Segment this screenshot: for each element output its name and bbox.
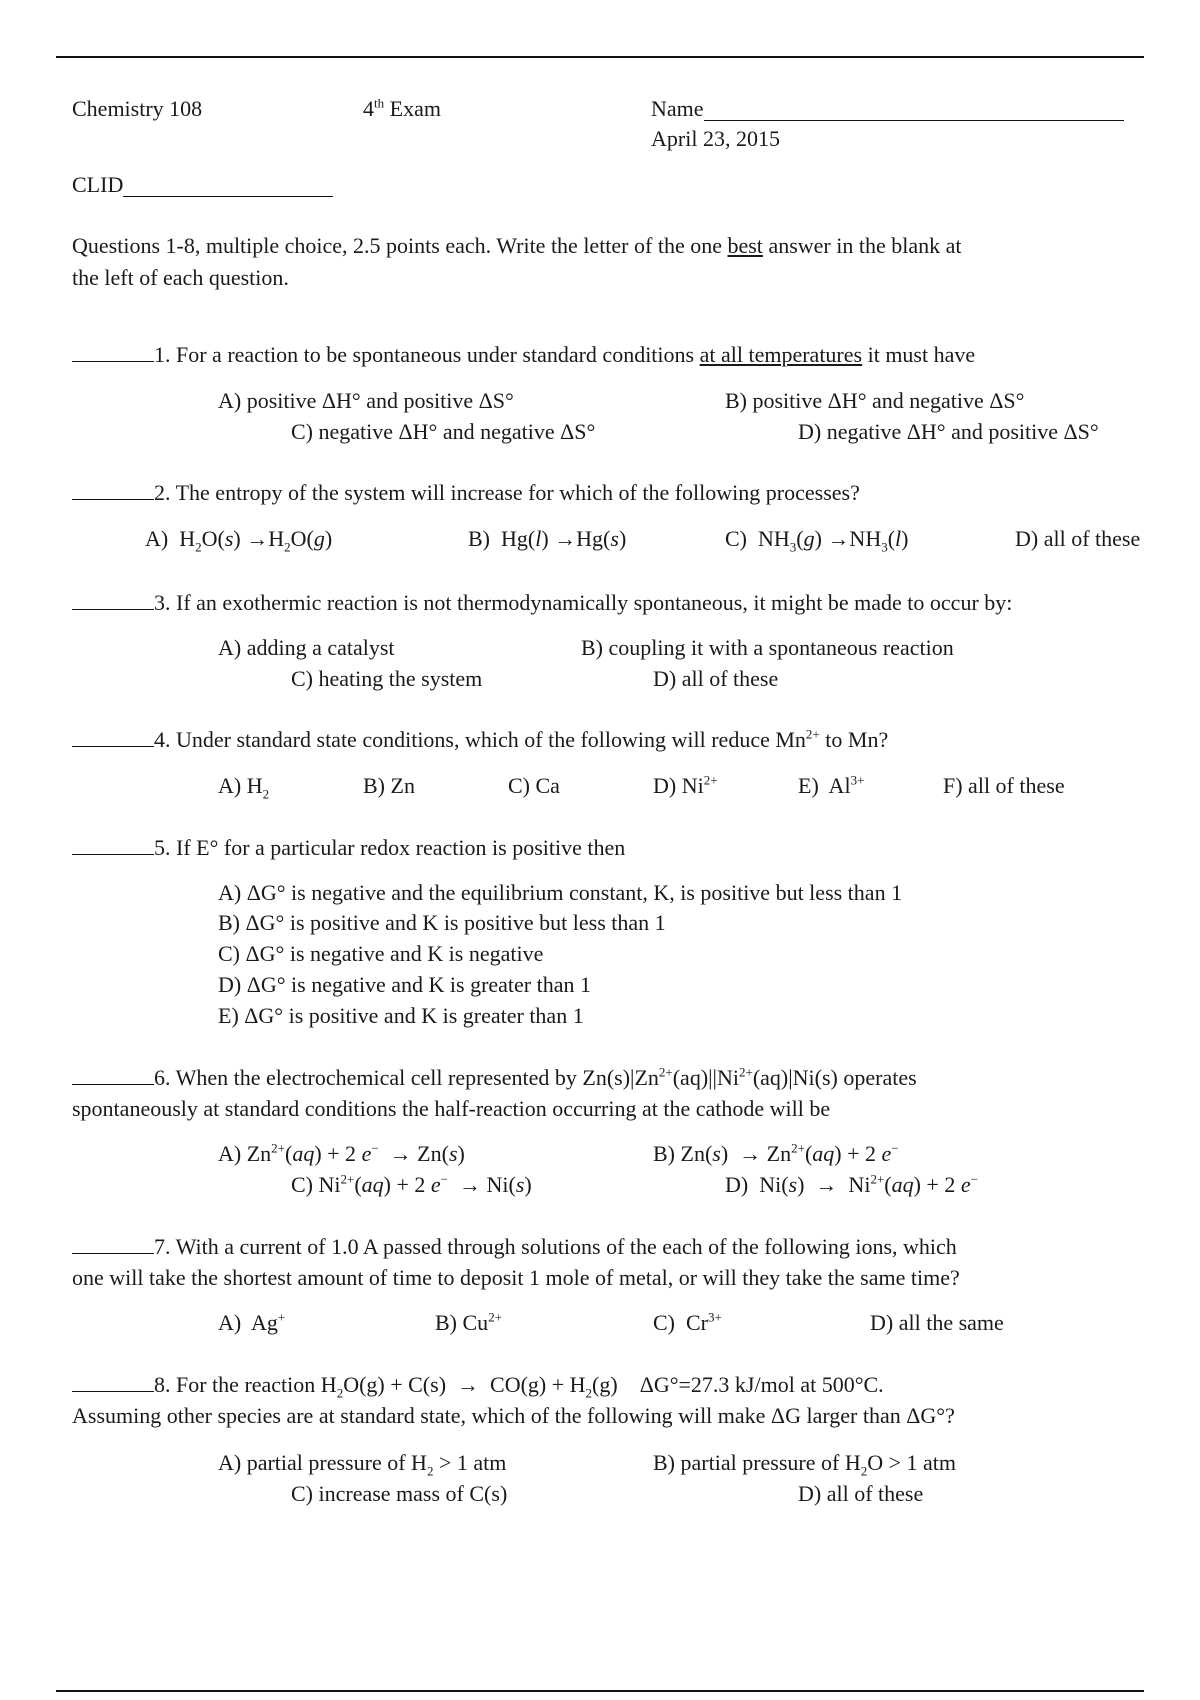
stem-text: 4. Under standard state conditions, which of the following will reduce Mn [154, 727, 806, 752]
q8-option-d: D) all of these [798, 1481, 924, 1506]
question-6-stem: 6. When the electrochemical cell represented by $Zn(s)|Zn^{2+}(aq)||Ni^{2+}(aq)|Ni(s)$ operates [72, 1067, 917, 1089]
q1-option-d: D) negative ΔH° and positive ΔS° [798, 419, 1099, 444]
q6-option-b: B) $Zn(s) \to Zn^{2+}(aq) + 2$ e− [653, 1140, 899, 1166]
q4-option-e: E) $Al^{3+}$ [798, 772, 865, 798]
q5-option-b: B) ΔG° is positive and K is positive but less than 1 [218, 910, 666, 935]
question-4-stem [72, 726, 889, 752]
q7-option-b: B) $Cu^{2+}$ [435, 1309, 503, 1335]
q7-option-a: A) Ag+ [218, 1309, 286, 1335]
q3-option-a: A) adding a catalyst [218, 635, 395, 660]
stem-superscript: 2+ [805, 726, 820, 742]
bottom-rule [56, 1690, 1144, 1692]
question-5-stem [72, 837, 625, 859]
exam-date: April 23, 2015 [651, 126, 780, 151]
clid-label: CLID [72, 172, 124, 197]
exam-number: 4 [363, 96, 374, 121]
q4-option-d: D) $Ni^{2+}$ [653, 772, 718, 798]
stem-text: 8. For the reaction [154, 1372, 321, 1397]
answer-blank-6[interactable] [72, 1084, 154, 1085]
stem-text: 6. When the electrochemical cell represented by Zn(s)|Zn [154, 1065, 659, 1090]
stem-text: 5. If E° for a particular redox reaction is positive then [154, 835, 626, 860]
question-7-stem [72, 1236, 957, 1258]
stem-emphasis: at all temperatures [699, 342, 863, 367]
answer-blank-1[interactable] [72, 361, 154, 362]
q8-option-a: A) partial pressure of $H_2 > 1$ atm [218, 1450, 507, 1479]
q4-option-f: F) all of these [943, 773, 1065, 798]
answer-blank-4[interactable] [72, 746, 154, 747]
q5-option-e: E) ΔG° is positive and K is greater than 1 [218, 1003, 584, 1028]
stem-text: 2. The entropy of the system will increase for which of the following processes? [154, 480, 860, 505]
exam-title [363, 95, 441, 121]
instructions-text: answer in the blank at [762, 233, 962, 258]
stem-text: ΔG°=27.3 kJ/mol at 500°C. [639, 1372, 884, 1397]
question-1-stem [72, 344, 975, 366]
q6-option-a: A) $Zn^{2+}(aq) + 2$ e− → Zn(s) [218, 1140, 465, 1166]
q2-option-a: A) $H_2O(s) \to H_2O(g)$ [145, 526, 333, 555]
q7-option-d: D) all the same [870, 1310, 1004, 1335]
q2-option-b: B) Hg(l) →Hg(s) [468, 526, 627, 551]
q1-option-b: B) positive ΔH° and negative ΔS° [725, 388, 1025, 413]
question-3-stem [72, 592, 1012, 614]
q1-option-c: C) negative ΔH° and negative ΔS° [291, 419, 596, 444]
q8-option-c: C) increase mass of C(s) [291, 1481, 508, 1506]
q2-option-c: C) $NH_3(g) \to NH_3(l)$ [725, 526, 909, 555]
name-label: Name [651, 96, 704, 121]
stem-text: to Mn? [819, 727, 889, 752]
course-title: Chemistry 108 [72, 96, 203, 121]
question-6-line-2: spontaneously at standard conditions the half-reaction occurring at the cathode will be [72, 1096, 831, 1121]
answer-blank-5[interactable] [72, 854, 154, 855]
answer-blank-2[interactable] [72, 499, 154, 500]
q7-option-c: C) $Cr^{3+}$ [653, 1309, 722, 1335]
instructions-emphasis: best [727, 233, 763, 258]
instructions-text: Questions 1-8, multiple choice, 2.5 points each. Write the letter of the one [72, 233, 728, 258]
question-8-stem: 8. For the reaction $H_2O(g) + C(s) \to CO(g) + H_2(g)$ ΔG°=27.3 kJ/mol at 500°C. [72, 1374, 884, 1396]
clid-field[interactable] [72, 174, 333, 197]
q4-option-c: C) Ca [508, 773, 560, 798]
stem-text: 1. For a reaction to be spontaneous under standard conditions [154, 342, 700, 367]
q1-option-a: A) positive ΔH° and positive ΔS° [218, 388, 514, 413]
stem-text: (aq)|Ni(s) operates [752, 1065, 917, 1090]
clid-blank[interactable] [123, 174, 333, 197]
q8-option-b: B) partial pressure of $H_2O > 1$ atm [653, 1450, 957, 1479]
stem-text: 3. If an exothermic reaction is not thermodynamically spontaneous, it might be made to occur by: [154, 590, 1013, 615]
stem-text: 7. With a current of 1.0 A passed through solutions of the each of the following ions, which [154, 1234, 957, 1259]
exam-ordinal: th [374, 95, 385, 111]
q6-option-c: C) $Ni^{2+}(aq) + 2$ e− → Ni(s) [291, 1171, 532, 1197]
q5-option-c: C) ΔG° is negative and K is negative [218, 941, 544, 966]
q2-option-d: D) all of these [1015, 526, 1141, 551]
q4-option-b: B) Zn [363, 773, 415, 798]
q3-option-b: B) coupling it with a spontaneous reaction [581, 635, 954, 660]
q5-option-a: A) ΔG° is negative and the equilibrium constant, K, is positive but less than 1 [218, 880, 903, 905]
question-2-stem [72, 482, 860, 504]
stem-text: (aq)||Ni [672, 1065, 739, 1090]
answer-blank-3[interactable] [72, 609, 154, 610]
q3-option-c: C) heating the system [291, 666, 483, 691]
instructions-line-1 [72, 235, 962, 257]
answer-blank-8[interactable] [72, 1391, 154, 1392]
stem-text: it must have [862, 342, 976, 367]
question-7-line-2: one will take the shortest amount of time to deposit 1 mole of metal, or will they take the same time? [72, 1265, 960, 1290]
q5-option-d: D) ΔG° is negative and K is greater than 1 [218, 972, 592, 997]
q6-option-d: D) $Ni(s) \to Ni^{2+}(aq) + 2$ e− [725, 1171, 978, 1197]
top-rule [56, 56, 1144, 58]
answer-blank-7[interactable] [72, 1253, 154, 1254]
name-blank[interactable] [704, 98, 1124, 121]
name-field[interactable] [651, 98, 1124, 121]
exam-word: Exam [384, 96, 441, 121]
q3-option-d: D) all of these [653, 666, 779, 691]
q4-option-a: A) $H_2$ [218, 773, 270, 802]
instructions-line-2: the left of each question. [72, 265, 289, 290]
question-8-line-2: Assuming other species are at standard state, which of the following will make ΔG larger than ΔG°? [72, 1403, 955, 1428]
